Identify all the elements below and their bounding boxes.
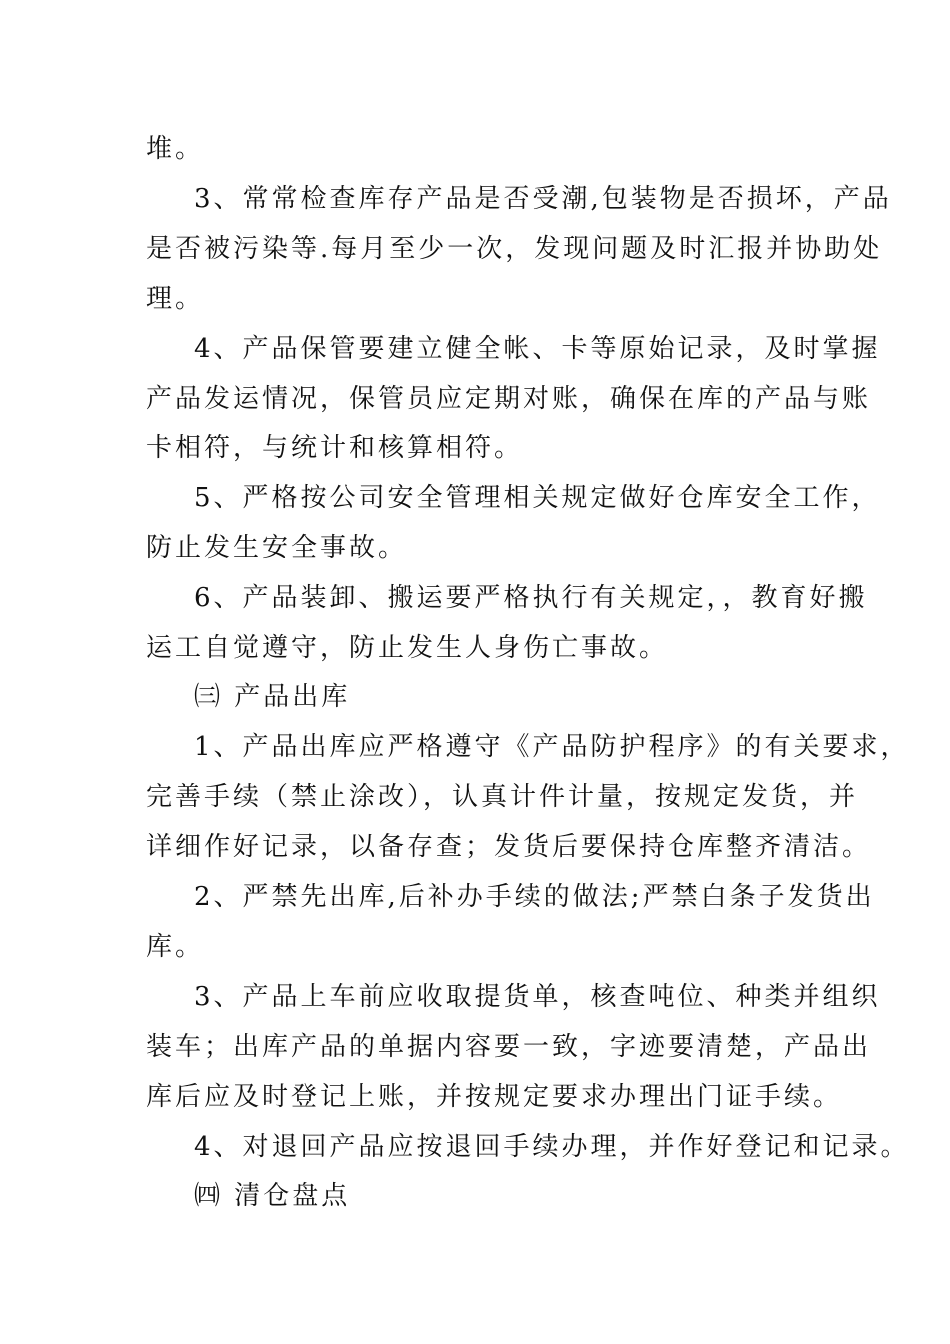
text-line: 6、产品装卸、搬运要严格执行有关规定，，教育好搬 [194,583,868,613]
text-line: 完善手续（禁止涂改），认真计件计量，按规定发货，并 [146,782,859,812]
section-heading: ㈣ 清仓盘点 [194,1181,351,1211]
text-line: 理。 [146,284,205,314]
text-line: 产品发运情况，保管员应定期对账，确保在库的产品与账 [146,384,872,414]
text-line: 4、对退回产品应按退回手续办理，并作好登记和记录。 [194,1132,910,1162]
text-line: 库后应及时登记上账，并按规定要求办理出门证手续。 [146,1082,843,1112]
text-line: 2、严禁先出库,后补办手续的做法;严禁白条子发货出 [194,882,875,912]
text-line: 运工自觉遵守，防止发生人身伤亡事故。 [146,633,669,663]
section-heading: ㈢ 产品出库 [194,682,351,712]
text-line: 3、常常检查库存产品是否受潮,包装物是否损坏，产品 [194,184,892,214]
text-line: 5、严格按公司安全管理相关规定做好仓库安全工作， [194,483,881,513]
text-line: 4、产品保管要建立健全帐、卡等原始记录，及时掌握 [194,334,881,364]
text-line: 防止发生安全事故。 [146,533,408,563]
text-line: 卡相符，与统计和核算相符。 [146,433,524,463]
text-line: 库。 [146,932,205,962]
text-line: 3、产品上车前应收取提货单，核查吨位、种类并组织 [194,982,881,1012]
text-line: 详细作好记录，以备存查；发货后要保持仓库整齐清洁。 [146,832,872,862]
text-line: 1、产品出库应严格遵守《产品防护程序》的有关要求， [194,732,910,762]
text-line: 装车；出库产品的单据内容要一致，字迹要清楚，产品出 [146,1032,872,1062]
text-line: 堆。 [146,134,205,164]
text-line: 是否被污染等.每月至少一次，发现问题及时汇报并协助处 [146,234,883,264]
